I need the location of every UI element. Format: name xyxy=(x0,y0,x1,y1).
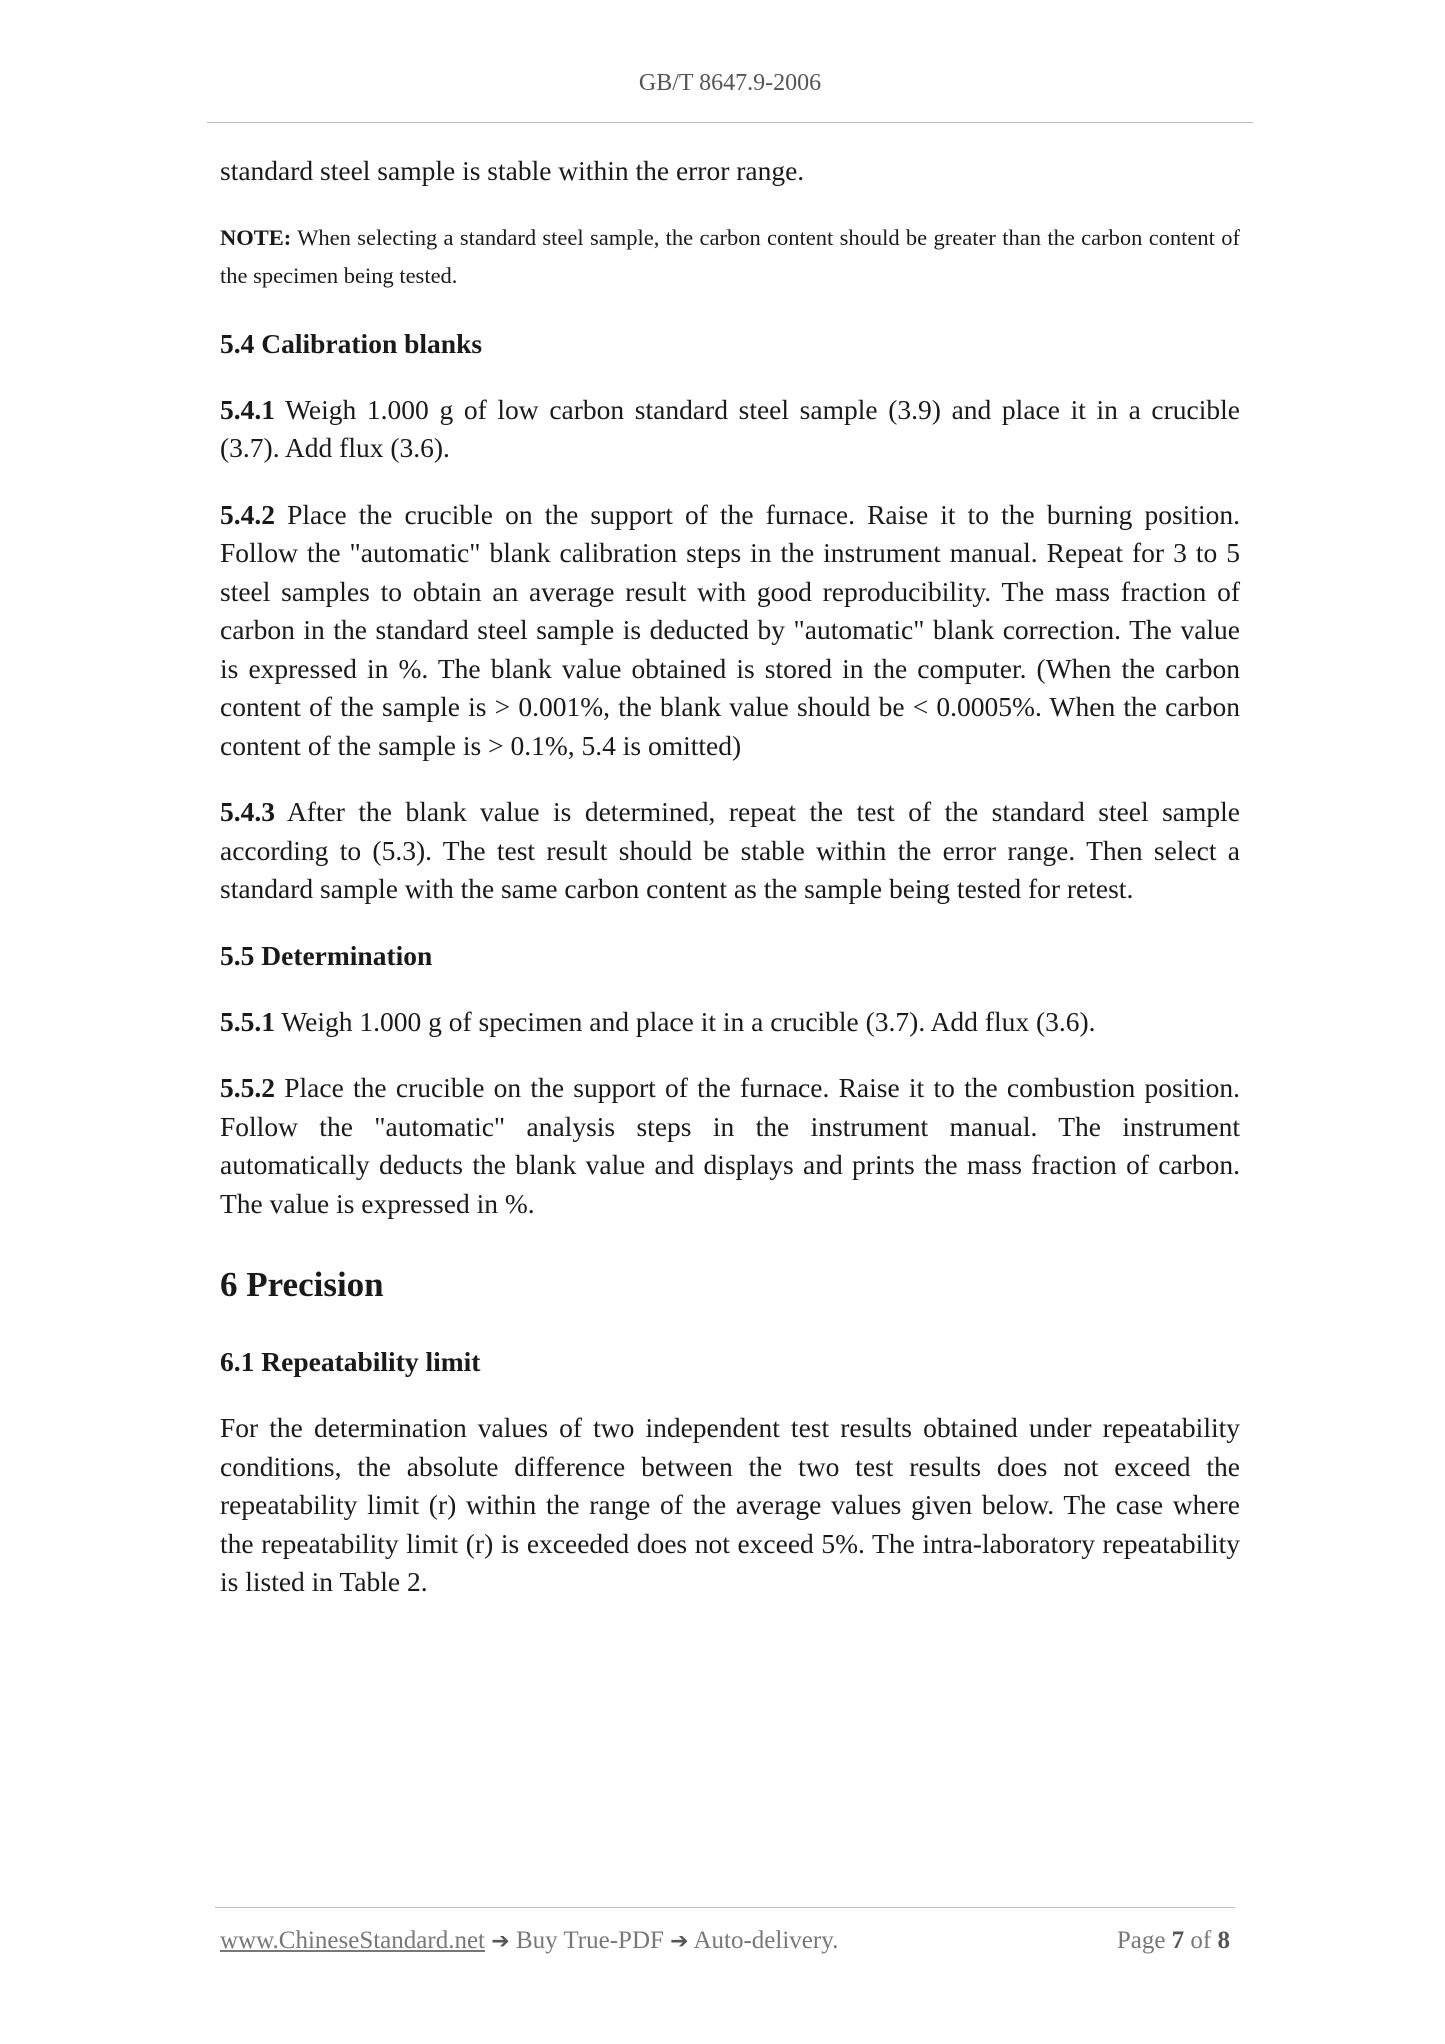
section-5-5-heading: 5.5 Determination xyxy=(220,939,433,971)
page-total: 8 xyxy=(1217,1927,1230,1954)
clause-5-4-3 xyxy=(220,793,1240,909)
buy-pdf-text: Buy True-PDF xyxy=(509,1927,671,1954)
page-content xyxy=(220,152,1240,1630)
clause-5-4-2 xyxy=(220,496,1240,766)
clause-number: 5.4.3 xyxy=(220,796,275,827)
document-header: GB/T 8647.9-2006 xyxy=(638,70,822,96)
clause-text: Place the crucible on the support of the furnace. Raise it to the burning position. Follow the "automatic" blank calibration steps in the instrument manual. Repeat for 3 to 5 steel samples to obtain an average result with good reproducibility. The mass fraction of carbon in the standard steel sample is deducted by "automatic" blank correction. The value is expressed in %. The blank value obtained is stored in the computer. (When the carbon content of the sample is > 0.001%, the blank value should be < 0.0005%. When the carbon content of the sample is > 0.1%, 5.4 is omitted) xyxy=(220,498,1240,761)
note-text: When selecting a standard steel sample, the carbon content should be greater than the carbon content of the specimen being tested. xyxy=(220,224,1240,288)
website-link[interactable]: www.ChineseStandard.net xyxy=(220,1927,485,1954)
clause-5-5-2 xyxy=(220,1069,1240,1223)
note-paragraph xyxy=(220,219,1240,295)
page-of: of xyxy=(1184,1927,1218,1954)
arrow-right-icon: ➔ xyxy=(491,1929,510,1954)
section-5-4-heading: 5.4 Calibration blanks xyxy=(220,327,483,359)
clause-number: 5.4.1 xyxy=(220,393,275,425)
continuation-paragraph: standard steel sample is stable within the error range. xyxy=(220,155,805,186)
clause-number: 5.5.2 xyxy=(220,1072,275,1103)
footer-divider xyxy=(215,1907,1235,1908)
clause-5-5-1 xyxy=(220,1003,1240,1042)
clause-number: 5.4.2 xyxy=(220,498,275,530)
section-6-1-heading: 6.1 Repeatability limit xyxy=(220,1346,481,1377)
header-divider xyxy=(207,122,1253,123)
arrow-right-icon: ➔ xyxy=(670,1929,689,1954)
auto-delivery-text: Auto-delivery. xyxy=(688,1927,839,1954)
footer-promo xyxy=(220,1927,838,1955)
page-label: Page xyxy=(1116,1927,1172,1954)
clause-number: 5.5.1 xyxy=(220,1005,275,1037)
clause-5-4-1 xyxy=(220,391,1240,468)
clause-text: Weigh 1.000 g of specimen and place it in a crucible (3.7). Add flux (3.6). xyxy=(275,1005,1096,1037)
clause-text: Place the crucible on the support of the furnace. Raise it to the combustion position. Follow the "automatic" analysis steps in the instrument manual. The instrument automatically deducts the blank value and displays and prints the mass fraction of carbon. The value is expressed in %. xyxy=(220,1072,1240,1219)
clause-text: After the blank value is determined, repeat the test of the standard steel sample according to (5.3). The test result should be stable within the error range. Then select a standard sample with the same carbon content as the sample being tested for retest. xyxy=(220,796,1240,904)
section-6-heading: 6 Precision xyxy=(220,1265,384,1304)
repeatability-paragraph: For the determination values of two independent test results obtained under repeatability conditions, the absolute difference between the two test results does not exceed the repeatability limit (r) within the range of the average values given below. The case where the repeatability limit (r) is exceeded does not exceed 5%. The intra-laboratory repeatability is listed in Table 2. xyxy=(220,1412,1240,1597)
clause-text: Weigh 1.000 g of low carbon standard steel sample (3.9) and place it in a crucible (3.7). Add flux (3.6). xyxy=(220,393,1240,463)
page-number xyxy=(1117,1927,1230,1955)
page-current: 7 xyxy=(1171,1927,1185,1954)
note-label: NOTE: xyxy=(220,224,292,250)
